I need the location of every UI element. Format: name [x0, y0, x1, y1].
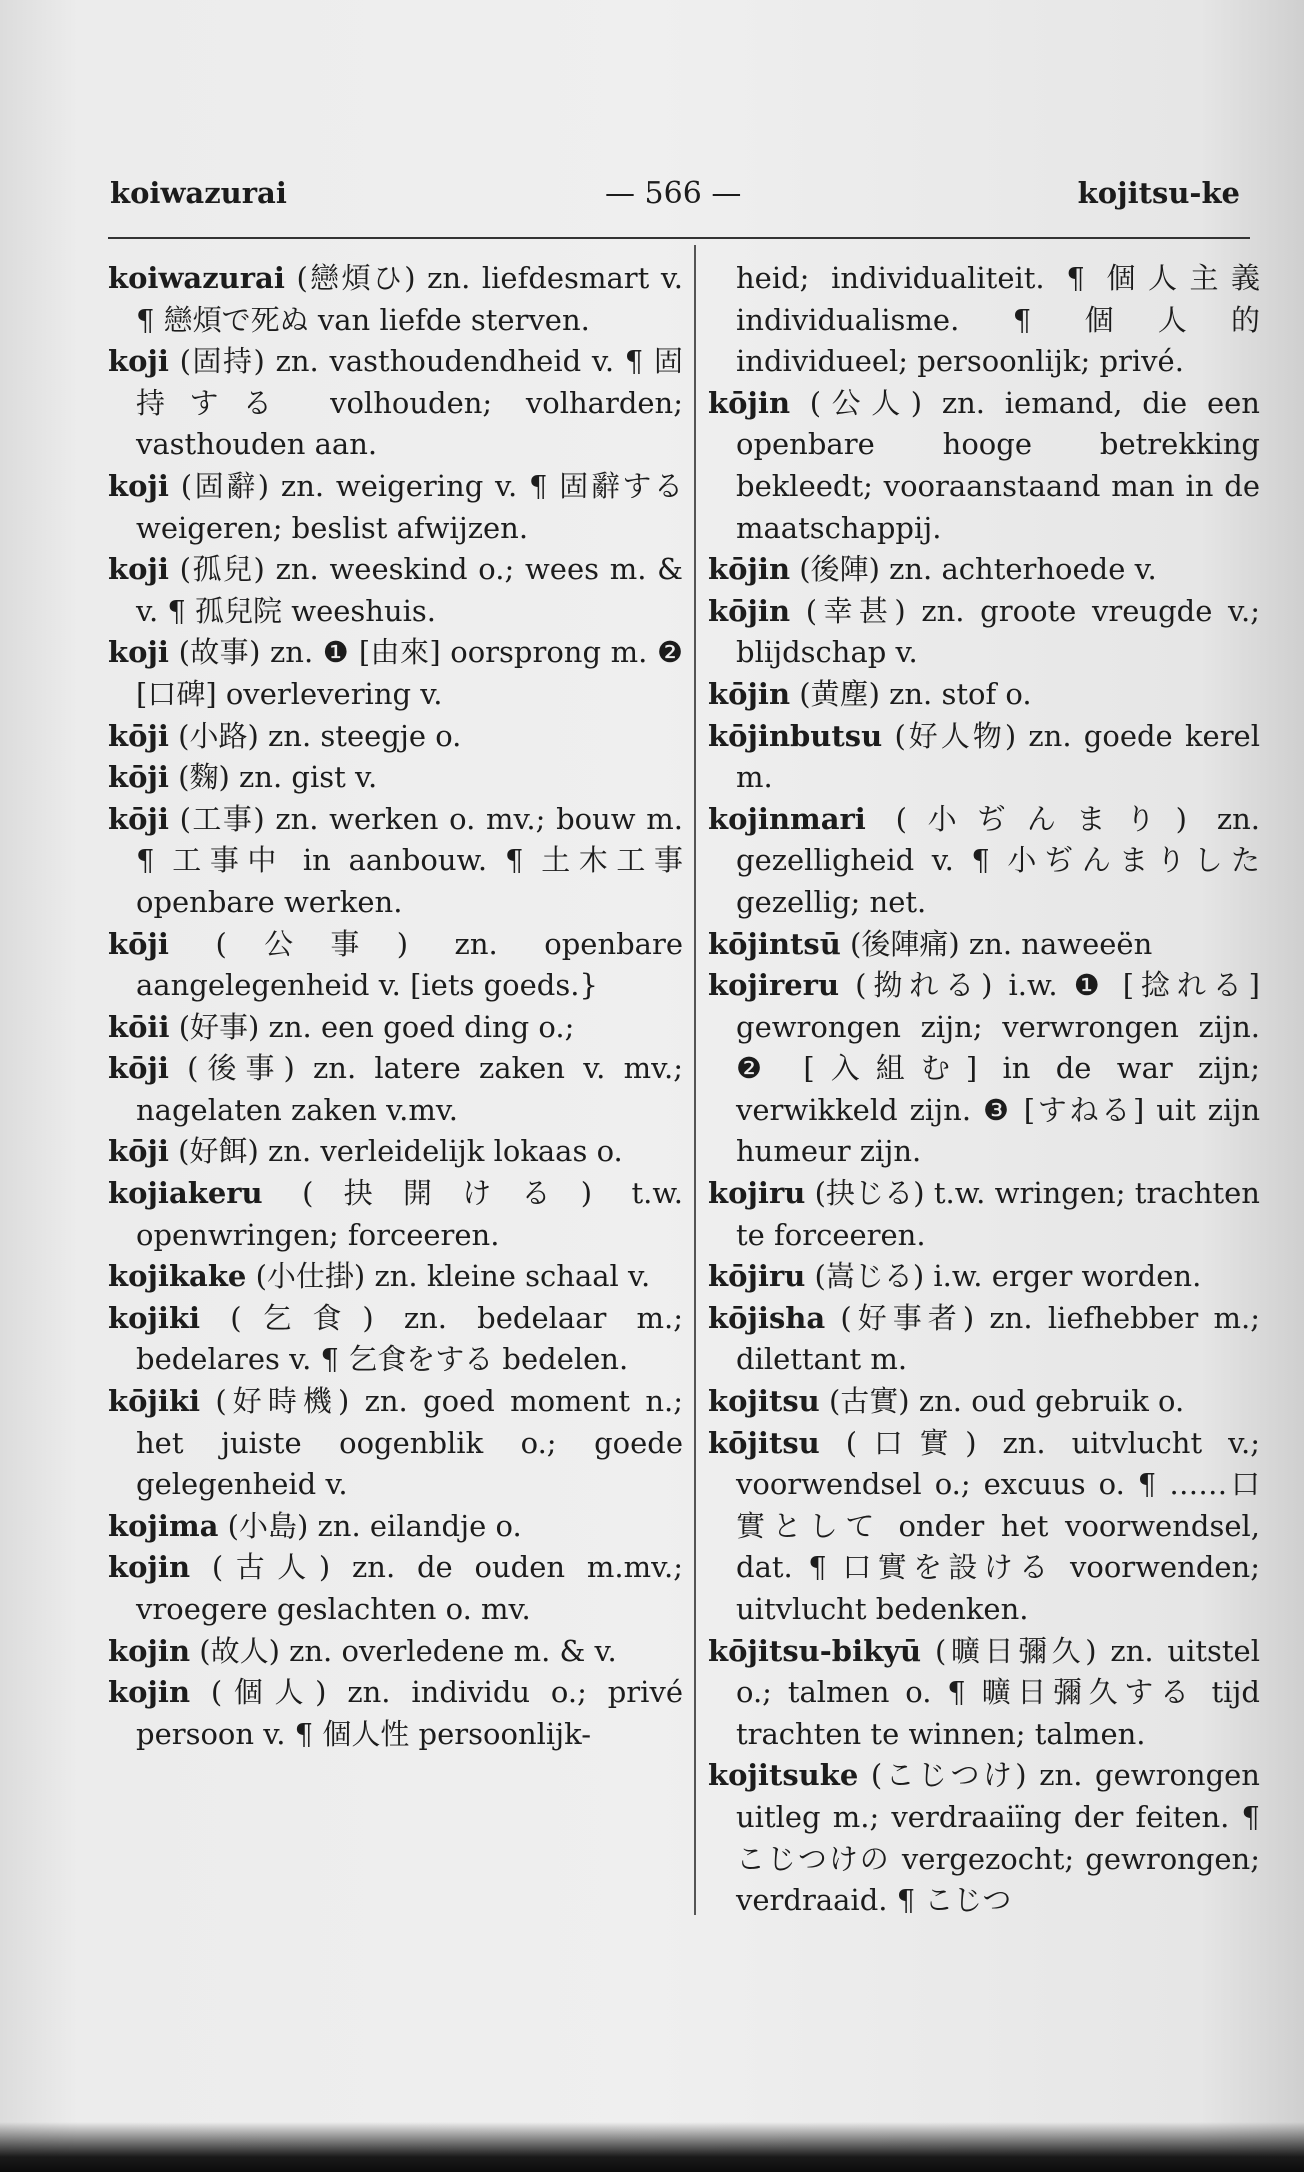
dictionary-entry	[108, 757, 683, 799]
entry-definition: (孤兒) zn. weeskind o.; wees m. & v. ¶ 孤兒院 weeshuis.	[136, 552, 683, 628]
headword: kojima	[108, 1508, 219, 1543]
entry-definition: (戀煩ひ) zn. liefdesmart v. ¶ 戀煩で死ぬ van liefde sterven.	[136, 261, 683, 337]
entry-definition: (好人物) zn. goede kerel m.	[736, 718, 1260, 795]
entry-definition: (工事) zn. werken o. mv.; bouw m. ¶ 工事中 in aanbouw. ¶ 土木工事 openbare werken.	[136, 801, 683, 919]
dictionary-entry	[108, 1547, 683, 1630]
entry-definition: (好餌) zn. verleidelijk lokaas o.	[168, 1134, 623, 1169]
dictionary-entry	[708, 1256, 1260, 1298]
entry-definition: (固持) zn. vasthoudendheid v. ¶ 固持する volhouden; volharden; vasthouden aan.	[136, 344, 683, 462]
dictionary-entry	[708, 383, 1260, 549]
entry-definition: (好事者) zn. liefhebber m.; dilettant m.	[736, 1300, 1260, 1377]
headword: kōjin	[708, 676, 791, 711]
entry-definition: (後事) zn. latere zaken v. mv.; nagelaten zaken v.mv.	[136, 1051, 683, 1127]
dictionary-entry	[108, 1173, 683, 1256]
entry-definition: (抉じる) t.w. wringen; trachten te forceeren.	[736, 1176, 1260, 1252]
dictionary-entry-continuation	[708, 258, 1260, 383]
header-rule	[108, 237, 1250, 239]
entry-definition: (抉開ける) t.w. openwringen; forceeren.	[136, 1176, 683, 1252]
headword: kōjintsū	[708, 926, 841, 961]
headword: kōjin	[708, 385, 791, 420]
headword: kōjisha	[708, 1300, 826, 1335]
running-header	[110, 176, 1240, 226]
entry-definition: (乞食) zn. bedelaar m.; bedelares v. ¶ 乞食をする bedelen.	[136, 1300, 683, 1377]
entry-definition: (公人) zn. iemand, die een openbare hooge betrekking bekleedt; vooraanstaand man in de maatschappij.	[736, 385, 1260, 545]
headword: koji	[108, 552, 169, 587]
headword: kōji	[108, 760, 169, 795]
entry-definition: (小路) zn. steegje o.	[168, 718, 462, 753]
dictionary-entry	[108, 1048, 683, 1131]
headword: kojitsu	[708, 1384, 820, 1419]
dictionary-entry	[708, 591, 1260, 674]
dictionary-entry	[108, 1672, 683, 1755]
entry-definition: (小島) zn. eilandje o.	[218, 1508, 522, 1543]
dictionary-entry	[108, 1506, 683, 1548]
dictionary-entry	[108, 549, 683, 632]
entry-definition: (故人) zn. overledene m. & v.	[190, 1633, 617, 1668]
headword: kojitsuke	[708, 1758, 859, 1793]
headword: kojin	[108, 1633, 191, 1668]
entry-definition: (黄塵) zn. stof o.	[790, 676, 1032, 711]
left-column	[108, 258, 683, 1755]
entry-definition: (曠日彌久) zn. uitstel o.; talmen o. ¶ 曠日彌久する tijd trachten te winnen; talmen.	[736, 1633, 1260, 1751]
entry-definition: (麴) zn. gist v.	[168, 760, 378, 795]
headword: koji	[108, 468, 169, 503]
dictionary-entry	[108, 1631, 683, 1673]
dictionary-entry	[708, 716, 1260, 799]
entry-definition: heid; individualiteit. ¶ 個人主義 individualisme. ¶ 個人的 individueel; persoonlijk; privé.	[736, 261, 1260, 379]
dictionary-entry	[708, 549, 1260, 591]
entry-definition: (故事) zn. ❶ [由來] oorsprong m. ❷ [口碑] overlevering v.	[136, 635, 683, 711]
dictionary-entry	[708, 674, 1260, 716]
headword: kōjiru	[708, 1259, 806, 1294]
headword: kōji	[108, 718, 169, 753]
headword: kōjinbutsu	[708, 718, 883, 753]
dictionary-entry	[108, 1131, 683, 1173]
headword: kōjin	[708, 593, 791, 628]
dictionary-entry	[108, 1298, 683, 1381]
entry-definition: (幸甚) zn. groote vreugde v.; blijdschap v.	[736, 593, 1260, 670]
entry-definition: (後陣) zn. achterhoede v.	[790, 552, 1157, 587]
headword: koiwazurai	[108, 261, 285, 295]
dictionary-entry	[708, 799, 1260, 924]
headword: kojin	[108, 1675, 191, 1710]
entry-definition: (拗れる) i.w. ❶ [捻れる] gewrongen zijn; verwrongen zijn. ❷ [入組む] in de war zijn; verwikkeld zijn. ❸ [すねる] uit zijn humeur zijn.	[736, 968, 1260, 1169]
entry-definition: (小仕掛) zn. kleine schaal v.	[246, 1259, 651, 1294]
entry-definition: (公事) zn. openbare aangelegenheid v. [iets goeds.}	[136, 926, 683, 1003]
headword: kōji	[108, 1134, 169, 1169]
entry-definition: (こじつけ) zn. gewrongen uitleg m.; verdraaiïng der feiten. ¶ こじつけの vergezocht; gewrongen; verdraaid. ¶ こじつ	[736, 1758, 1260, 1918]
entry-definition: (後陣痛) zn. naweeën	[840, 926, 1153, 961]
headword: kojiakeru	[108, 1176, 263, 1211]
dictionary-entry	[708, 1298, 1260, 1381]
dictionary-entry	[108, 799, 683, 924]
headword: kōjiki	[108, 1384, 201, 1419]
headword: kojikake	[108, 1259, 247, 1294]
headword: kojiki	[108, 1300, 201, 1335]
entry-definition: (古人) zn. de ouden m.mv.; vroegere geslachten o. mv.	[136, 1550, 683, 1626]
dictionary-entry	[708, 1631, 1260, 1756]
dictionary-entry	[108, 924, 683, 1007]
entry-definition: (古實) zn. oud gebruik o.	[819, 1384, 1185, 1419]
dictionary-entry	[108, 632, 683, 715]
dictionary-entry	[108, 1007, 683, 1049]
page-bottom-shadow	[0, 2122, 1304, 2172]
dictionary-entry	[708, 1173, 1260, 1256]
headword: kōjitsu-bikyū	[708, 1633, 922, 1668]
right-column	[708, 258, 1260, 1922]
entry-definition: (嵩じる) i.w. erger worden.	[805, 1259, 1202, 1294]
header-first-headword: koiwazurai	[110, 176, 287, 210]
dictionary-entry	[708, 1755, 1260, 1921]
dictionary-entry	[108, 1381, 683, 1506]
headword: kōii	[108, 1009, 170, 1044]
entry-definition: (好事) zn. een goed ding o.;	[169, 1009, 575, 1044]
headword: kojinmari	[708, 801, 866, 836]
headword: kōji	[108, 801, 169, 836]
dictionary-entry	[108, 258, 683, 341]
headword: kojiru	[708, 1176, 806, 1211]
dictionary-entry	[708, 965, 1260, 1173]
entry-definition: (固辭) zn. weigering v. ¶ 固辭する weigeren; beslist afwijzen.	[136, 468, 683, 545]
headword: koji	[108, 344, 169, 379]
entry-definition: (口實) zn. uitvlucht v.; voorwendsel o.; excuus o. ¶ ……口實として onder het voorwendsel, dat. ¶ 口實を設ける voorwenden; uitvlucht bedenken.	[736, 1425, 1260, 1626]
entry-definition: (好時機) zn. goed moment n.; het juiste oogenblik o.; goede gelegenheid v.	[136, 1384, 683, 1502]
entry-definition: (個人) zn. individu o.; privé persoon v. ¶ 個人性 persoonlijk-	[136, 1675, 683, 1751]
column-divider	[694, 245, 696, 1915]
headword: kōji	[108, 1051, 169, 1086]
dictionary-entry	[108, 341, 683, 466]
page-number: — 566 —	[605, 176, 742, 211]
dictionary-entry	[708, 1381, 1260, 1423]
dictionary-entry	[108, 716, 683, 758]
dictionary-entry	[108, 1256, 683, 1298]
headword: kojin	[108, 1550, 191, 1585]
dictionary-entry	[108, 466, 683, 549]
dictionary-entry	[708, 1423, 1260, 1631]
headword: kōji	[108, 926, 169, 961]
header-last-headword: kojitsu-ke	[1077, 176, 1240, 210]
headword: kojireru	[708, 968, 840, 1003]
headword: kōjitsu	[708, 1425, 820, 1460]
headword: koji	[108, 635, 169, 670]
dictionary-entry	[708, 924, 1260, 966]
entry-definition: (小ぢんまり) zn. gezelligheid v. ¶ 小ぢんまりした gezellig; net.	[736, 801, 1260, 919]
headword: kōjin	[708, 552, 791, 587]
